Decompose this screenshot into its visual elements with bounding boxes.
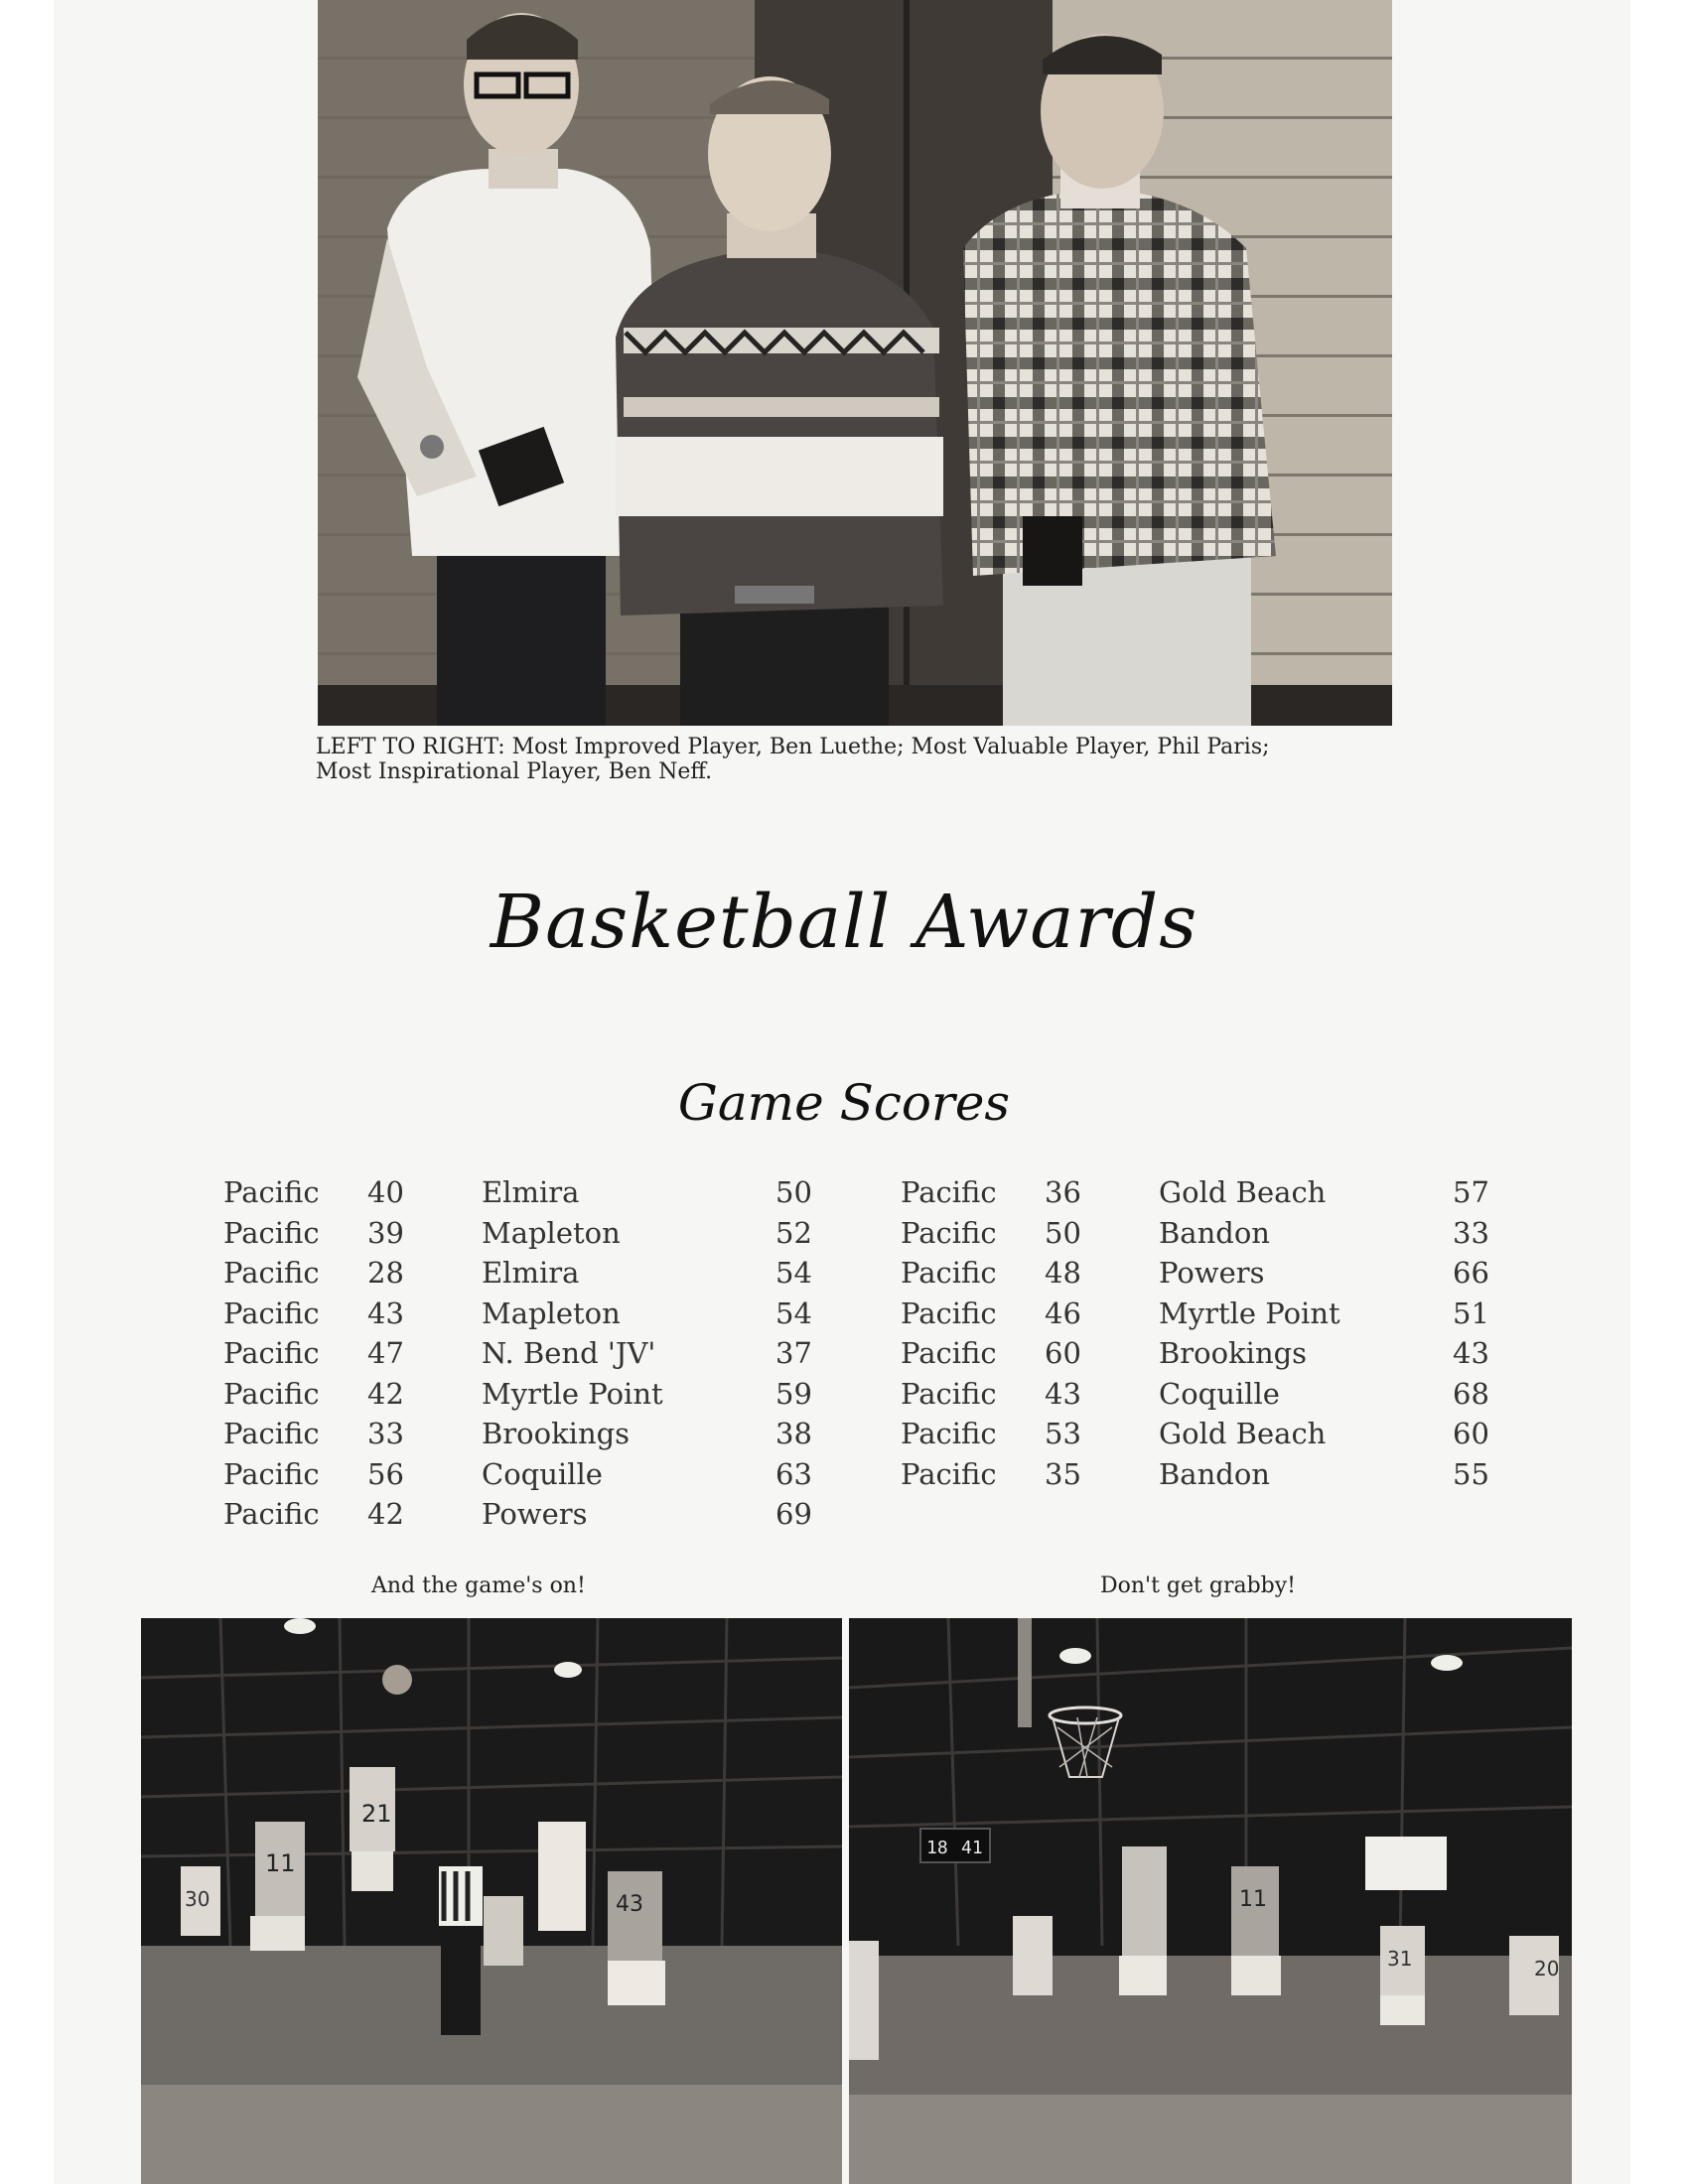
opponent-name: Gold Beach [1159, 1417, 1327, 1450]
jersey-21: 21 [361, 1800, 392, 1828]
team-name: Pacific [223, 1296, 320, 1330]
scores-table-right [901, 1175, 1496, 1497]
jersey-11-right: 11 [1239, 1887, 1267, 1912]
score-row [901, 1377, 1496, 1418]
score-row [223, 1336, 819, 1377]
award-caption-line-2: Most Inspirational Player, Ben Neff. [316, 759, 713, 784]
opponent-score: 59 [775, 1376, 812, 1411]
opponent-score: 63 [775, 1456, 812, 1491]
opponent-name: Brookings [482, 1417, 631, 1450]
score-row [223, 1497, 819, 1538]
team-score: 43 [1045, 1376, 1081, 1411]
photo-caption-right: Don't get grabby! [1100, 1573, 1297, 1598]
opponent-name: Elmira [482, 1175, 580, 1209]
game-photo-left [141, 1618, 842, 2184]
score-row [223, 1175, 819, 1216]
scores-table-left [223, 1175, 819, 1538]
team-score: 60 [1045, 1336, 1081, 1370]
opponent-score: 38 [775, 1417, 812, 1450]
team-name: Pacific [223, 1256, 320, 1290]
team-score: 56 [367, 1456, 404, 1491]
team-score: 40 [367, 1175, 404, 1209]
team-name: Pacific [901, 1336, 997, 1370]
team-name: Pacific [223, 1215, 320, 1250]
opponent-score: 68 [1453, 1376, 1489, 1411]
team-name: Pacific [901, 1215, 997, 1250]
opponent-score: 57 [1453, 1175, 1489, 1209]
score-row [223, 1216, 819, 1257]
opponent-name: N. Bend 'JV' [482, 1336, 656, 1370]
score-row [901, 1417, 1496, 1457]
page-title: Basketball Awards [490, 880, 1198, 965]
score-row [901, 1457, 1496, 1498]
jersey-11: 11 [265, 1849, 296, 1877]
score-row [223, 1377, 819, 1418]
opponent-name: Elmira [482, 1256, 580, 1290]
team-name: Pacific [223, 1417, 320, 1450]
team-name: Pacific [223, 1336, 320, 1370]
opponent-score: 54 [775, 1256, 812, 1290]
opponent-name: Bandon [1159, 1215, 1270, 1250]
game-illustration-left [141, 1618, 842, 2184]
opponent-score: 52 [775, 1215, 812, 1250]
team-name: Pacific [223, 1175, 320, 1209]
opponent-name: Myrtle Point [1159, 1296, 1340, 1330]
opponent-name: Coquille [482, 1456, 603, 1491]
team-score: 48 [1045, 1256, 1081, 1290]
photo-caption-left: And the game's on! [371, 1573, 586, 1598]
team-score: 36 [1045, 1175, 1081, 1209]
opponent-score: 69 [775, 1497, 812, 1531]
award-winners-illustration [318, 0, 1392, 726]
section-title: Game Scores [677, 1074, 1011, 1132]
award-winners-photo [318, 0, 1392, 726]
team-score: 35 [1045, 1456, 1081, 1491]
opponent-name: Coquille [1159, 1376, 1280, 1411]
jersey-30: 30 [185, 1887, 211, 1911]
scoreboard-away: 41 [961, 1838, 983, 1858]
team-name: Pacific [223, 1376, 320, 1411]
team-score: 50 [1045, 1215, 1081, 1250]
opponent-name: Bandon [1159, 1456, 1270, 1491]
team-score: 47 [367, 1336, 404, 1370]
score-row [223, 1417, 819, 1457]
opponent-name: Gold Beach [1159, 1175, 1327, 1209]
score-row [223, 1256, 819, 1297]
opponent-score: 50 [775, 1175, 812, 1209]
jersey-20: 20 [1534, 1957, 1560, 1980]
team-score: 33 [367, 1417, 404, 1450]
score-row [901, 1297, 1496, 1337]
jersey-43: 43 [616, 1892, 643, 1917]
team-score: 39 [367, 1215, 404, 1250]
opponent-score: 60 [1453, 1417, 1489, 1450]
game-photo-right [849, 1618, 1572, 2184]
opponent-name: Mapleton [482, 1296, 621, 1330]
scoreboard-home: 18 [926, 1838, 948, 1858]
opponent-score: 54 [775, 1296, 812, 1330]
team-name: Pacific [223, 1497, 320, 1531]
opponent-name: Brookings [1159, 1336, 1308, 1370]
opponent-score: 55 [1453, 1456, 1489, 1491]
opponent-score: 37 [775, 1336, 812, 1370]
award-caption [316, 735, 1408, 784]
opponent-name: Powers [482, 1497, 588, 1531]
team-name: Pacific [901, 1417, 997, 1450]
score-row [901, 1216, 1496, 1257]
team-score: 43 [367, 1296, 404, 1330]
team-score: 46 [1045, 1296, 1081, 1330]
team-name: Pacific [901, 1456, 997, 1491]
award-caption-line-1: LEFT TO RIGHT: Most Improved Player, Ben Luethe; Most Valuable Player, Phil Paris; [316, 735, 1270, 759]
team-name: Pacific [223, 1456, 320, 1491]
score-row [901, 1256, 1496, 1297]
team-score: 28 [367, 1256, 404, 1290]
team-name: Pacific [901, 1376, 997, 1411]
team-score: 42 [367, 1497, 404, 1531]
opponent-score: 66 [1453, 1256, 1489, 1290]
opponent-name: Mapleton [482, 1215, 621, 1250]
opponent-name: Myrtle Point [482, 1376, 663, 1411]
score-row [223, 1457, 819, 1498]
team-name: Pacific [901, 1256, 997, 1290]
team-score: 42 [367, 1376, 404, 1411]
team-name: Pacific [901, 1296, 997, 1330]
opponent-score: 33 [1453, 1215, 1489, 1250]
team-name: Pacific [901, 1175, 997, 1209]
score-row [223, 1297, 819, 1337]
score-row [901, 1336, 1496, 1377]
opponent-score: 43 [1453, 1336, 1489, 1370]
opponent-name: Powers [1159, 1256, 1265, 1290]
jersey-31: 31 [1387, 1947, 1413, 1971]
game-illustration-right [849, 1618, 1572, 2184]
score-row [901, 1175, 1496, 1216]
team-score: 53 [1045, 1417, 1081, 1450]
opponent-score: 51 [1453, 1296, 1489, 1330]
